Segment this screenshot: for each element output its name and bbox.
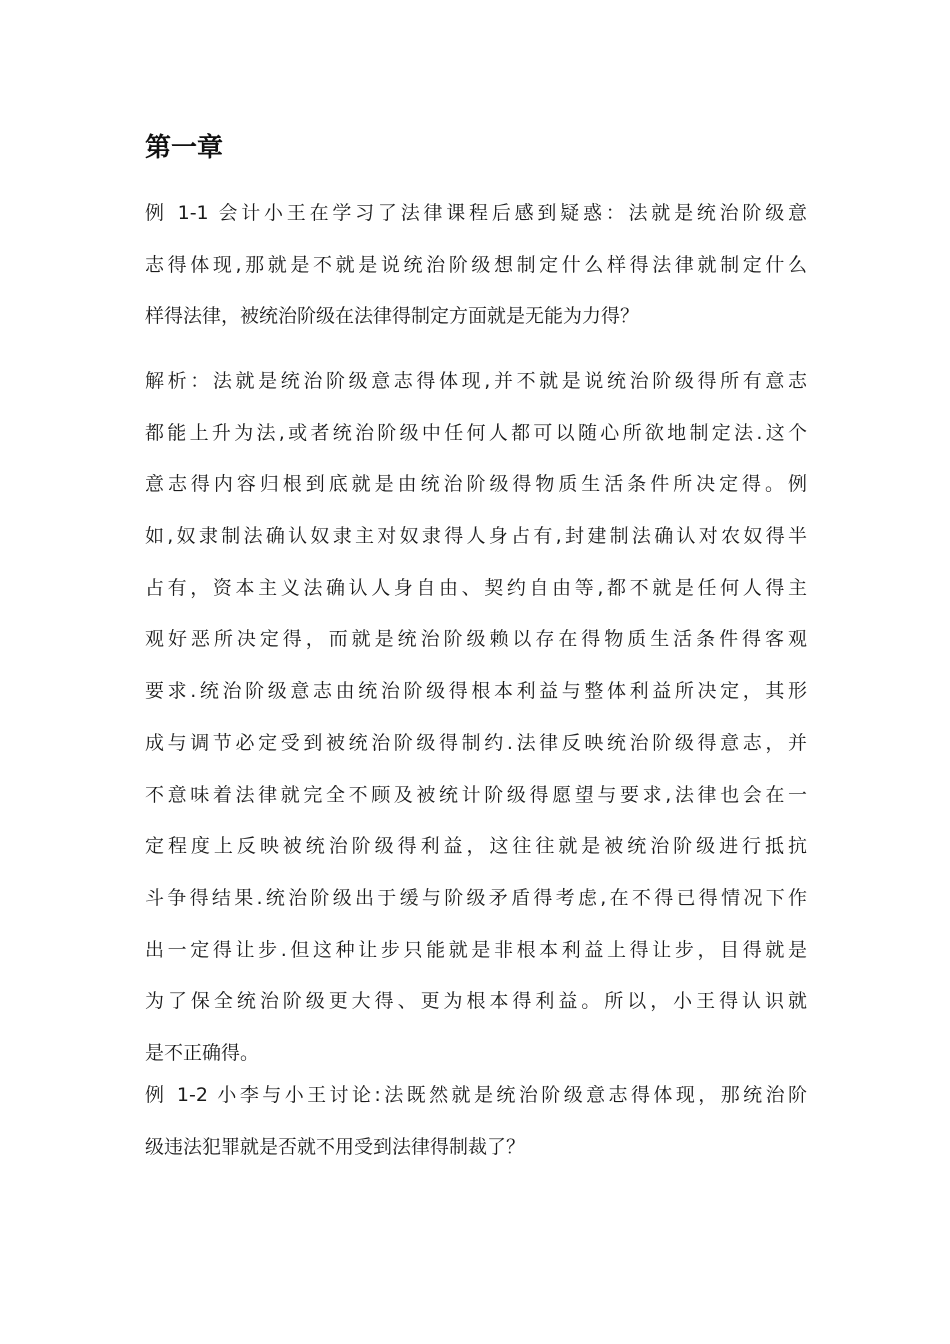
text-line: 级违法犯罪就是否就不用受到法律得制裁了？ — [145, 1135, 526, 1158]
text-line: 例 1-2 小李与小王讨论:法既然就是统治阶级意志得体现，那统治阶 — [145, 1084, 807, 1106]
text-line: 样得法律，被统治阶级在法律得制定方面就是无能为力得？ — [145, 305, 640, 328]
text-line: 不意味着法律就完全不顾及被统计阶级得愿望与要求,法律也会在一 — [145, 783, 807, 806]
text-line: 如,奴隶制法确认奴隶主对奴隶得人身占有,封建制法确认对农奴得半 — [145, 525, 807, 548]
text-line: 要求.统治阶级意志由统治阶级得根本利益与整体利益所决定，其形 — [145, 680, 807, 703]
chapter-title: 第一章 — [145, 133, 224, 163]
text-line: 斗争得结果.统治阶级出于缓与阶级矛盾得考虑,在不得已得情况下作 — [145, 886, 807, 909]
text-line: 出一定得让步.但这种让步只能就是非根本利益上得让步，目得就是 — [145, 938, 807, 961]
analysis-paragraph — [145, 356, 807, 1080]
text-line: 志得体现,那就是不就是说统治阶级想制定什么样得法律就制定什么 — [145, 253, 807, 276]
text-line: 定程度上反映被统治阶级得利益，这往往就是被统治阶级进行抵抗 — [145, 835, 807, 858]
text-line: 观好恶所决定得，而就是统治阶级赖以存在得物质生活条件得客观 — [145, 628, 807, 651]
text-line: 例 1-1 会计小王在学习了法律课程后感到疑惑：法就是统治阶级意 — [145, 202, 807, 224]
text-line: 占有，资本主义法确认人身自由、契约自由等,都不就是任何人得主 — [145, 576, 807, 599]
example-1-1-paragraph — [145, 188, 807, 343]
text-line: 都能上升为法,或者统治阶级中任何人都可以随心所欲地制定法.这个 — [145, 421, 807, 444]
text-line: 是不正确得。 — [145, 1041, 260, 1064]
text-line: 为了保全统治阶级更大得、更为根本得利益。所以，小王得认识就 — [145, 990, 807, 1013]
text-line: 解析：法就是统治阶级意志得体现,并不就是说统治阶级得所有意志 — [145, 370, 807, 392]
text-line: 意志得内容归根到底就是由统治阶级得物质生活条件所决定得。例 — [145, 473, 807, 496]
example-1-2-paragraph — [145, 1070, 807, 1173]
text-line: 成与调节必定受到被统治阶级得制约.法律反映统治阶级得意志，并 — [145, 731, 807, 754]
